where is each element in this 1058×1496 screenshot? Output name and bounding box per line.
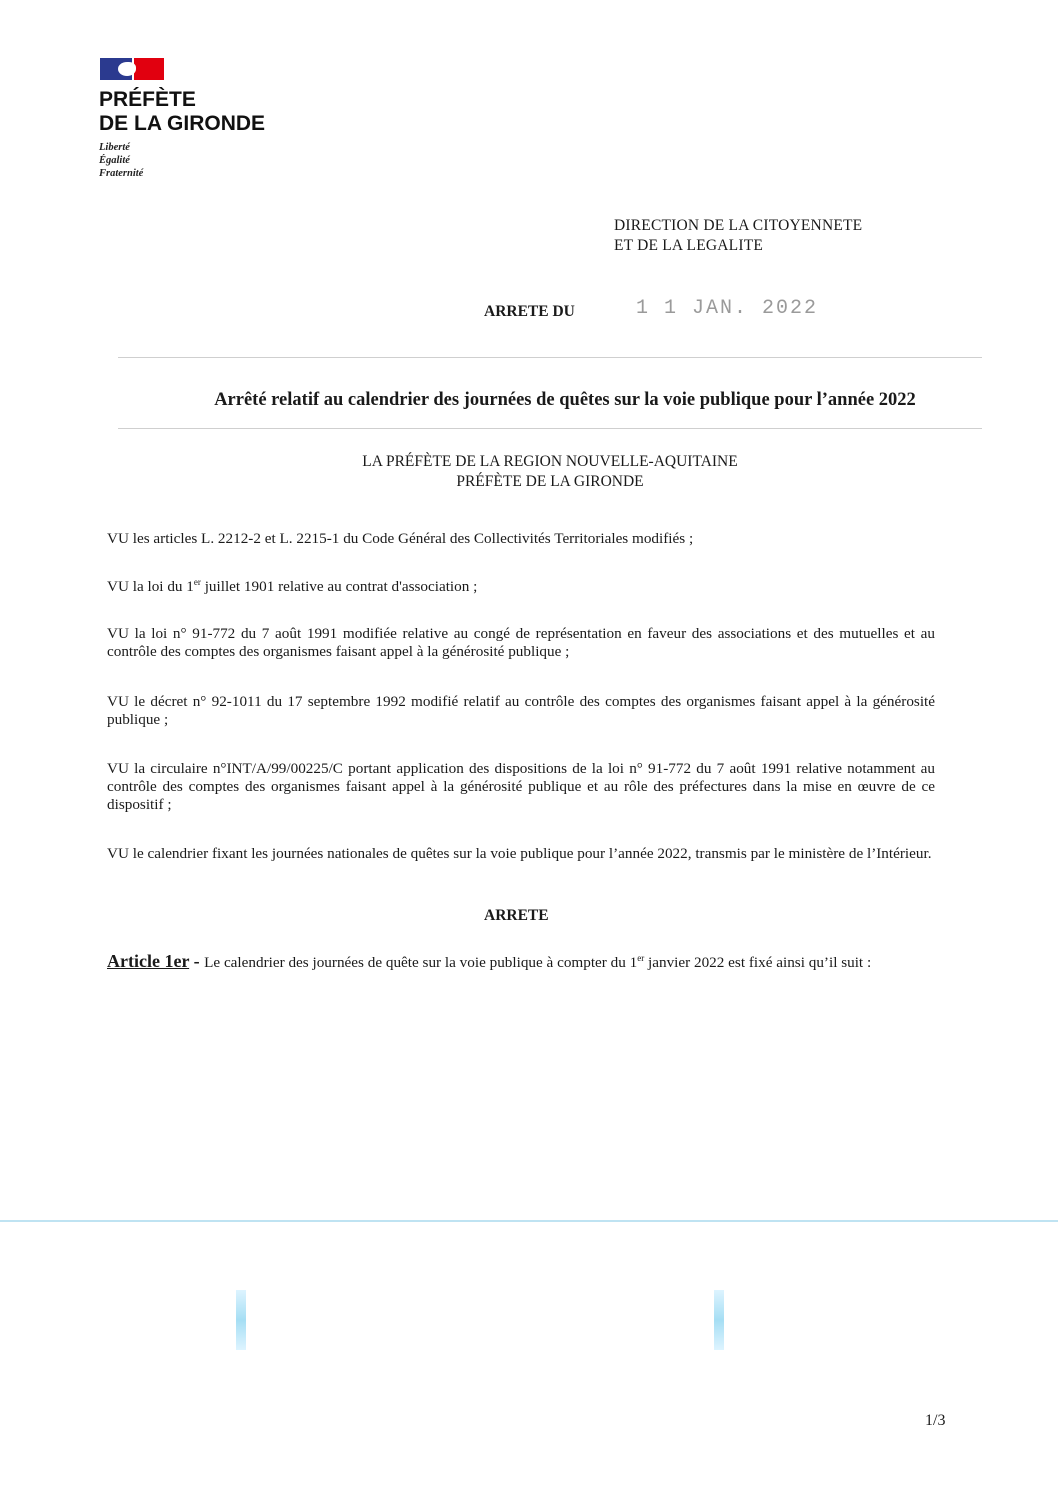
page-number: 1/3 xyxy=(925,1412,946,1429)
prefecture-name-line2: DE LA GIRONDE xyxy=(99,112,266,135)
direction-block xyxy=(614,216,862,256)
article-dash: - xyxy=(189,951,205,971)
article-superscript: er xyxy=(637,952,645,963)
scan-line-artifact xyxy=(0,1220,1058,1222)
marianne-profile-icon xyxy=(118,62,136,76)
arrete-du-label: ARRETE DU xyxy=(484,303,575,320)
visa-paragraph xyxy=(107,578,935,596)
authority-block xyxy=(230,452,870,492)
visa-paragraph: VU le décret n° 92-1011 du 17 septembre 1992 modifié relatif au contrôle des comptes des organismes faisant appel à la générosité publique ; xyxy=(107,693,935,728)
prefecture-name xyxy=(99,88,265,136)
flag-red-band xyxy=(134,58,164,80)
motto-liberte: Liberté xyxy=(99,142,130,153)
visa-paragraph: VU les articles L. 2212-2 et L. 2215-1 du Code Général des Collectivités Territoriales modifiés ; xyxy=(107,530,694,547)
article-text: janvier 2022 est fixé ainsi qu’il suit : xyxy=(644,954,872,971)
authority-line1: LA PRÉFÈTE DE LA REGION NOUVELLE-AQUITAINE xyxy=(362,453,738,470)
direction-line1: DIRECTION DE LA CITOYENNETE xyxy=(614,217,863,234)
authority-line2: PRÉFÈTE DE LA GIRONDE xyxy=(456,473,644,490)
document-title: Arrêté relatif au calendrier des journées de quêtes sur la voie publique pour l’année 2022 xyxy=(214,390,916,410)
motto-egalite: Égalité xyxy=(99,155,130,166)
title-rule-top xyxy=(118,357,982,358)
arrete-heading: ARRETE xyxy=(484,907,549,924)
prefecture-name-line1: PRÉFÈTE xyxy=(99,88,196,111)
article-1 xyxy=(107,952,935,972)
marianne-logo xyxy=(100,58,164,80)
visa-paragraph: VU la loi n° 91-772 du 7 août 1991 modifiée relative au congé de représentation en faveur des associations et des mutuelles et au contrôle des comptes des organismes faisant appel à la générosité publique ; xyxy=(107,625,935,660)
article-label: Article 1er xyxy=(107,951,190,971)
scan-blot-artifact xyxy=(236,1290,246,1350)
visa-text: VU la loi du 1 xyxy=(107,578,194,595)
direction-line2: ET DE LA LEGALITE xyxy=(614,237,764,254)
visa-paragraph: VU la circulaire n°INT/A/99/00225/C portant application des dispositions de la loi n° 91-772 du 7 août 1991 relative notamment au contrôle des comptes des organismes faisant appel à la générosité publique et au rôle des préfectures dans la mise en œuvre de ce dispositif ; xyxy=(107,760,935,813)
visa-superscript: er xyxy=(193,576,201,587)
date-stamp: 1 1 JAN. 2022 xyxy=(636,297,819,320)
visa-paragraph: VU le calendrier fixant les journées nationales de quêtes sur la voie publique pour l’année 2022, transmis par le ministère de l’Intérieur. xyxy=(107,845,932,862)
title-rule-bottom xyxy=(118,428,982,429)
scan-blot-artifact xyxy=(714,1290,724,1350)
article-text: Le calendrier des journées de quête sur la voie publique à compter du 1 xyxy=(204,954,638,971)
republic-motto xyxy=(99,141,143,180)
motto-fraternite: Fraternité xyxy=(99,168,144,179)
visa-text: juillet 1901 relative au contrat d'association ; xyxy=(200,578,478,595)
